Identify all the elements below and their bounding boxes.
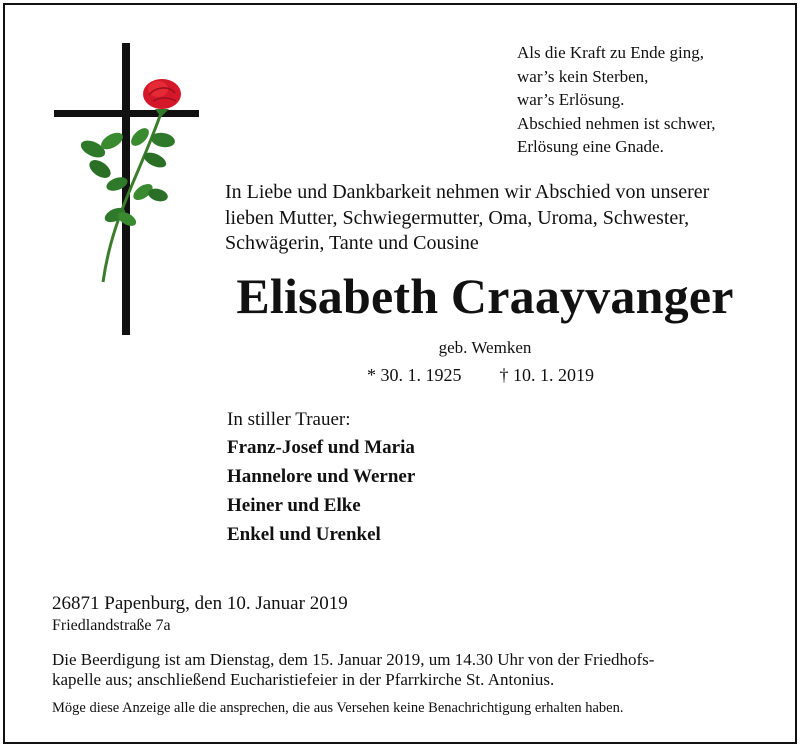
funeral-line: Die Beerdigung ist am Dienstag, dem 15. Januar 2019, um 14.30 Uhr von der Friedhofs- <box>52 650 655 669</box>
birth-name: geb. Wemken <box>438 338 532 357</box>
intro-line: Schwägerin, Tante und Cousine <box>225 232 479 254</box>
memorial-poem <box>517 41 716 159</box>
poem-line: Abschied nehmen ist schwer, <box>517 113 716 133</box>
street-address: Friedlandstraße 7a <box>52 617 171 634</box>
life-dates <box>367 365 594 386</box>
intro-line: lieben Mutter, Schwiegermutter, Oma, Uroma, Schwester, <box>225 206 690 229</box>
notification-notice: Möge diese Anzeige alle die ansprechen, die aus Versehen keine Benachrichtigung erhalten haben. <box>52 700 624 716</box>
mourner-family: Heiner und Elke <box>227 495 361 516</box>
funeral-line: kapelle aus; anschließend Eucharistiefeier in der Pfarrkirche St. Antonius. <box>52 670 555 689</box>
place-and-date: 26871 Papenburg, den 10. Januar 2019 <box>52 593 348 614</box>
farewell-intro <box>225 180 765 257</box>
funeral-details <box>52 650 772 690</box>
deceased-name: Elisabeth Craayvanger <box>236 268 734 324</box>
mourners-list <box>227 407 415 549</box>
obituary-card <box>3 3 797 744</box>
mourner-family: Enkel und Urenkel <box>227 524 381 545</box>
death-date: † 10. 1. 2019 <box>499 365 594 385</box>
poem-line: war’s kein Sterben, <box>517 66 649 86</box>
mourner-family: Hannelore und Werner <box>227 466 416 487</box>
intro-line: In Liebe und Dankbarkeit nehmen wir Abschied von unserer <box>225 181 710 203</box>
poem-line: Als die Kraft zu Ende ging, <box>517 43 704 62</box>
mourners-lead: In stiller Trauer: <box>227 409 351 430</box>
poem-line: Erlösung eine Gnade. <box>517 137 664 156</box>
mourner-family: Franz-Josef und Maria <box>227 437 415 458</box>
birth-date: * 30. 1. 1925 <box>367 365 462 385</box>
poem-line: war’s Erlösung. <box>517 90 625 109</box>
